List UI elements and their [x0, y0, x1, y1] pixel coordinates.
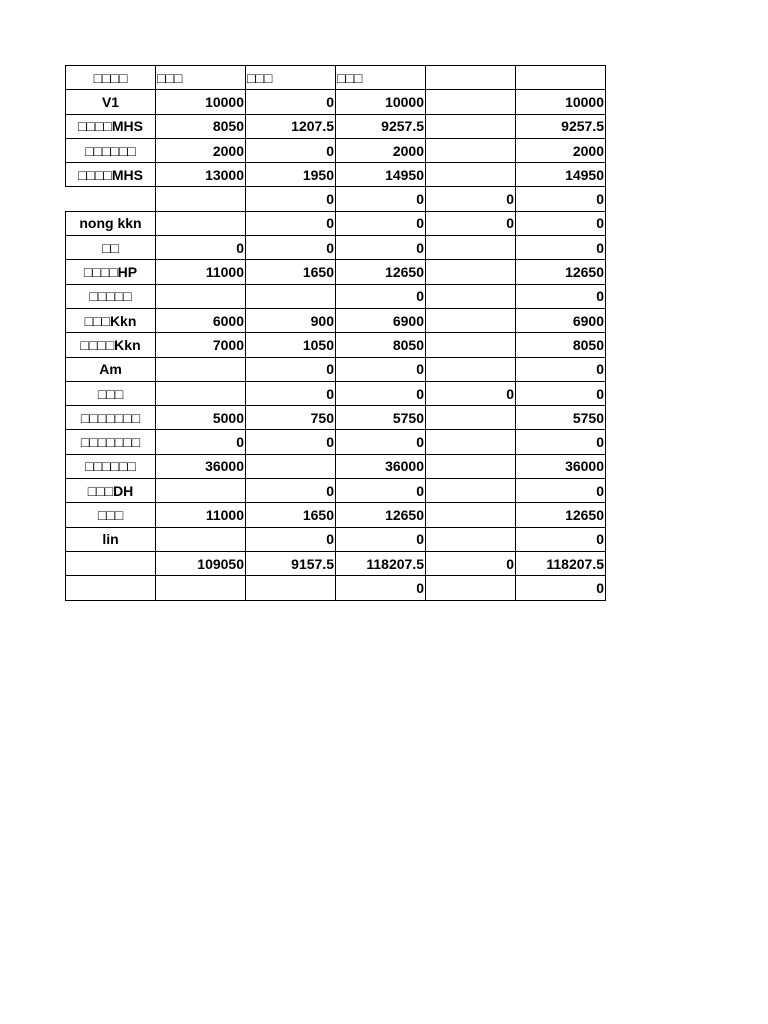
value-cell[interactable]: 0 [246, 381, 336, 405]
table-row [66, 163, 606, 187]
value-cell[interactable] [426, 503, 516, 527]
value-cell[interactable] [426, 357, 516, 381]
value-cell[interactable]: 0 [426, 211, 516, 235]
value-cell[interactable]: 2000 [336, 138, 426, 162]
header-cell[interactable]: □□□ [156, 66, 246, 90]
value-cell[interactable]: 6900 [516, 308, 606, 332]
table-row [66, 260, 606, 284]
row-label-cell[interactable]: □□□□□ [66, 284, 156, 308]
row-label-cell[interactable]: □□□ [66, 381, 156, 405]
value-cell[interactable]: 0 [336, 211, 426, 235]
value-cell[interactable]: 0 [336, 187, 426, 211]
table-row [66, 284, 606, 308]
value-cell[interactable]: 36000 [336, 454, 426, 478]
table-row [66, 211, 606, 235]
table-row [66, 138, 606, 162]
value-cell[interactable]: 12650 [516, 260, 606, 284]
row-label-cell[interactable]: □□□□□□□ [66, 406, 156, 430]
value-cell[interactable] [426, 406, 516, 430]
value-cell[interactable]: 1650 [246, 260, 336, 284]
value-cell[interactable] [246, 576, 336, 600]
value-cell[interactable]: 7000 [156, 333, 246, 357]
value-cell[interactable] [156, 576, 246, 600]
value-cell[interactable]: 0 [336, 284, 426, 308]
value-cell[interactable] [426, 163, 516, 187]
value-cell[interactable]: 36000 [156, 454, 246, 478]
value-cell[interactable]: 0 [246, 479, 336, 503]
value-cell[interactable]: 11000 [156, 503, 246, 527]
value-cell[interactable] [156, 211, 246, 235]
row-label-cell[interactable] [66, 576, 156, 600]
value-cell[interactable] [156, 187, 246, 211]
header-cell[interactable] [426, 66, 516, 90]
value-cell[interactable]: 0 [336, 381, 426, 405]
value-cell[interactable] [156, 381, 246, 405]
value-cell[interactable]: 9257.5 [516, 114, 606, 138]
value-cell[interactable]: 36000 [516, 454, 606, 478]
value-cell[interactable]: 0 [246, 236, 336, 260]
value-cell[interactable]: 0 [426, 381, 516, 405]
table-row [66, 333, 606, 357]
value-cell[interactable] [426, 333, 516, 357]
value-cell[interactable]: 1950 [246, 163, 336, 187]
value-cell[interactable]: 0 [156, 236, 246, 260]
value-cell[interactable]: 8050 [156, 114, 246, 138]
value-cell[interactable]: 0 [246, 430, 336, 454]
value-cell[interactable] [156, 479, 246, 503]
table-row [66, 576, 606, 600]
value-cell[interactable]: 0 [516, 430, 606, 454]
value-cell[interactable]: 14950 [336, 163, 426, 187]
table-row [66, 187, 606, 211]
value-cell[interactable]: 0 [426, 551, 516, 575]
value-cell[interactable]: 11000 [156, 260, 246, 284]
value-cell[interactable] [156, 357, 246, 381]
table-row [66, 503, 606, 527]
table-row [66, 114, 606, 138]
value-cell[interactable]: 0 [516, 357, 606, 381]
header-cell[interactable]: □□□ [336, 66, 426, 90]
value-cell[interactable]: 8050 [336, 333, 426, 357]
value-cell[interactable]: 750 [246, 406, 336, 430]
value-cell[interactable]: 0 [516, 576, 606, 600]
row-label-cell[interactable]: □□□□□□ [66, 454, 156, 478]
value-cell[interactable]: 0 [246, 527, 336, 551]
value-cell[interactable]: 8050 [516, 333, 606, 357]
value-cell[interactable]: 5750 [336, 406, 426, 430]
table-row [66, 236, 606, 260]
table-row [66, 357, 606, 381]
value-cell[interactable]: 5750 [516, 406, 606, 430]
value-cell[interactable] [426, 454, 516, 478]
row-label-cell[interactable]: □□□□MHS [66, 114, 156, 138]
value-cell[interactable]: 0 [516, 211, 606, 235]
value-cell[interactable] [426, 236, 516, 260]
value-cell[interactable] [156, 284, 246, 308]
table-row [66, 454, 606, 478]
table-row [66, 381, 606, 405]
table-row [66, 90, 606, 114]
value-cell[interactable]: 0 [336, 357, 426, 381]
value-cell[interactable]: 1650 [246, 503, 336, 527]
value-cell[interactable]: 0 [516, 527, 606, 551]
table-row [66, 430, 606, 454]
row-label-cell[interactable] [66, 187, 156, 211]
value-cell[interactable]: 0 [246, 138, 336, 162]
value-cell[interactable]: 0 [246, 211, 336, 235]
value-cell[interactable] [246, 284, 336, 308]
header-row [66, 66, 606, 90]
value-cell[interactable] [426, 284, 516, 308]
value-cell[interactable]: 10000 [336, 90, 426, 114]
value-cell[interactable]: 0 [336, 576, 426, 600]
row-label-cell[interactable]: □□□□MHS [66, 163, 156, 187]
value-cell[interactable] [426, 90, 516, 114]
value-cell[interactable]: 109050 [156, 551, 246, 575]
value-cell[interactable] [426, 527, 516, 551]
row-label-cell[interactable]: □□ [66, 236, 156, 260]
spreadsheet-body [66, 66, 606, 601]
value-cell[interactable]: 6900 [336, 308, 426, 332]
value-cell[interactable]: 0 [156, 430, 246, 454]
value-cell[interactable] [426, 114, 516, 138]
value-cell[interactable]: 0 [246, 357, 336, 381]
value-cell[interactable] [426, 576, 516, 600]
row-label-cell[interactable]: Am [66, 357, 156, 381]
value-cell[interactable] [426, 479, 516, 503]
value-cell[interactable]: 0 [516, 479, 606, 503]
table-row [66, 551, 606, 575]
value-cell[interactable]: 0 [516, 381, 606, 405]
header-cell[interactable] [516, 66, 606, 90]
table-row [66, 527, 606, 551]
value-cell[interactable]: 0 [246, 187, 336, 211]
value-cell[interactable] [426, 260, 516, 284]
row-label-cell[interactable]: □□□DH [66, 479, 156, 503]
value-cell[interactable]: 118207.5 [336, 551, 426, 575]
value-cell[interactable]: 2000 [156, 138, 246, 162]
value-cell[interactable]: 12650 [516, 503, 606, 527]
header-cell[interactable]: □□□ [246, 66, 336, 90]
value-cell[interactable]: 14950 [516, 163, 606, 187]
value-cell[interactable]: 118207.5 [516, 551, 606, 575]
row-label-cell[interactable]: □□□Kkn [66, 308, 156, 332]
value-cell[interactable] [426, 138, 516, 162]
value-cell[interactable]: 9257.5 [336, 114, 426, 138]
value-cell[interactable]: 0 [516, 236, 606, 260]
row-label-cell[interactable]: □□□□□□□ [66, 430, 156, 454]
row-label-cell[interactable]: □□□□HP [66, 260, 156, 284]
row-label-cell[interactable] [66, 551, 156, 575]
row-label-cell[interactable]: □□□□□□ [66, 138, 156, 162]
value-cell[interactable] [246, 454, 336, 478]
value-cell[interactable]: 1207.5 [246, 114, 336, 138]
value-cell[interactable]: 0 [336, 236, 426, 260]
value-cell[interactable]: 0 [246, 90, 336, 114]
value-cell[interactable]: 0 [516, 284, 606, 308]
row-label-cell[interactable]: □□□ [66, 503, 156, 527]
value-cell[interactable]: 0 [426, 187, 516, 211]
spreadsheet-table [65, 65, 606, 601]
row-label-cell[interactable]: lin [66, 527, 156, 551]
value-cell[interactable]: 0 [336, 430, 426, 454]
value-cell[interactable] [156, 527, 246, 551]
row-label-cell[interactable]: nong kkn [66, 211, 156, 235]
value-cell[interactable]: 10000 [156, 90, 246, 114]
value-cell[interactable]: 13000 [156, 163, 246, 187]
value-cell[interactable]: 0 [336, 527, 426, 551]
table-row [66, 406, 606, 430]
value-cell[interactable] [426, 308, 516, 332]
value-cell[interactable]: 1050 [246, 333, 336, 357]
table-row [66, 308, 606, 332]
value-cell[interactable]: 10000 [516, 90, 606, 114]
row-label-cell[interactable]: □□□□Kkn [66, 333, 156, 357]
value-cell[interactable]: 0 [516, 187, 606, 211]
value-cell[interactable]: 12650 [336, 503, 426, 527]
value-cell[interactable]: 9157.5 [246, 551, 336, 575]
value-cell[interactable]: 12650 [336, 260, 426, 284]
value-cell[interactable]: 2000 [516, 138, 606, 162]
table-row [66, 479, 606, 503]
value-cell[interactable] [426, 430, 516, 454]
value-cell[interactable]: 0 [336, 479, 426, 503]
header-cell[interactable]: □□□□ [66, 66, 156, 90]
row-label-cell[interactable]: V1 [66, 90, 156, 114]
value-cell[interactable]: 900 [246, 308, 336, 332]
value-cell[interactable]: 6000 [156, 308, 246, 332]
value-cell[interactable]: 5000 [156, 406, 246, 430]
